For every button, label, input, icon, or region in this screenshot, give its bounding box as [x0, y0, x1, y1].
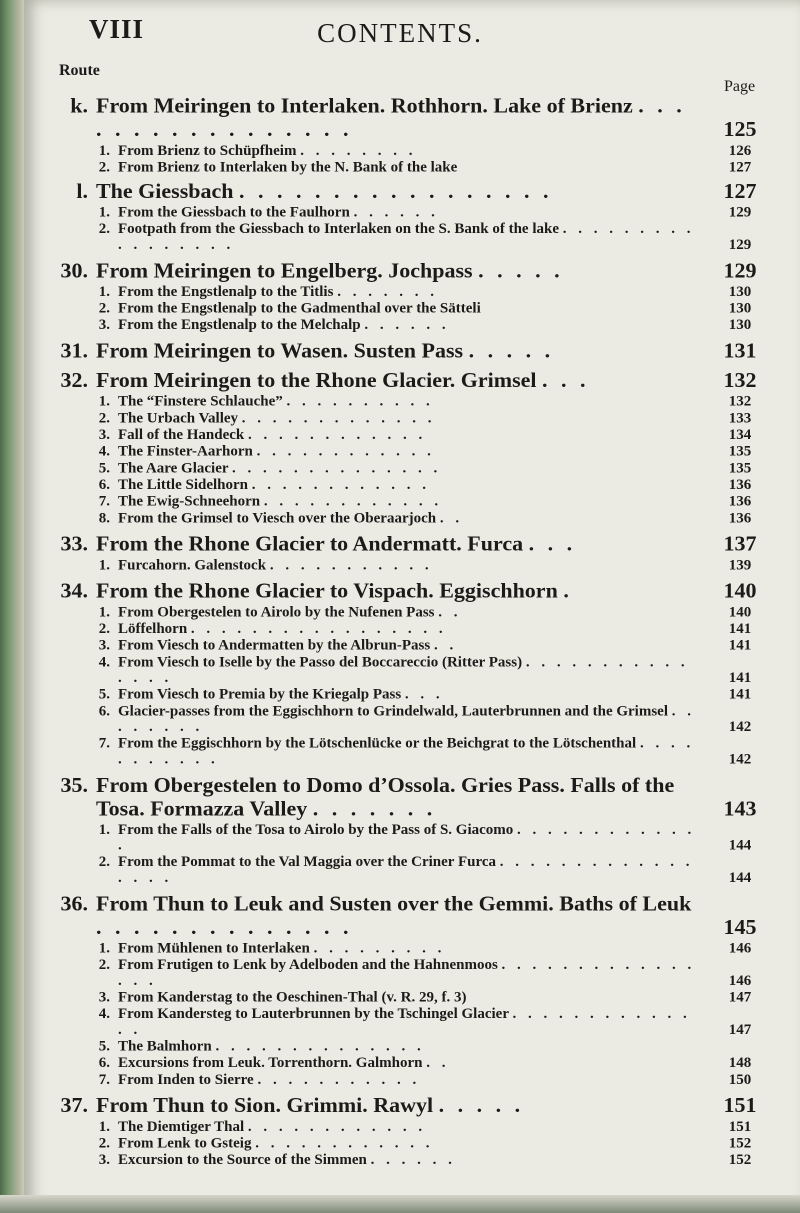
toc-entry-title: From Meiringen to Wasen. Susten Pass — [96, 338, 464, 363]
toc-subentry-page: 136 — [728, 510, 752, 527]
page-column-label: Page — [724, 78, 756, 95]
toc-subentry-number: 3. — [98, 427, 110, 443]
toc-subentry-title: The Urbach Valley — [118, 410, 239, 427]
toc-entry-number: 36. — [60, 890, 88, 916]
toc-section — [54, 339, 766, 363]
toc-leader-dots: . . . . . — [468, 338, 555, 363]
toc-subentry-title-wrap — [118, 494, 704, 510]
toc-subentry-title: Furcahorn. Galenstock — [118, 557, 267, 574]
toc-entry-title: From Meiringen to the Rhone Glacier. Grimsel — [96, 367, 537, 392]
toc-leader-dots: . . . . . . — [370, 1152, 456, 1169]
toc-entry[interactable] — [54, 892, 766, 939]
toc-subentry-page: 129 — [728, 237, 752, 253]
toc-entry-page: 127 — [723, 178, 757, 203]
toc-subentry-title: From the Pommat to the Val Maggia over the Criner Furca — [118, 854, 496, 871]
toc-subentry-page: 150 — [728, 1072, 752, 1088]
toc-subentry-page: 130 — [728, 284, 752, 300]
toc-subentry[interactable] — [54, 160, 766, 176]
toc-subentry-number: 6. — [98, 1055, 110, 1072]
toc-subentry-title: From Viesch to Andermatten by the Albrun-Pass — [118, 637, 431, 654]
toc-subentry-title: From Kanderstag to the Oeschinen-Thal (v. R. 29, f. 3) — [118, 989, 467, 1006]
toc-entry-title-wrap — [96, 892, 704, 939]
toc-leader-dots: . . — [438, 604, 462, 621]
toc-subentry[interactable] — [54, 317, 766, 333]
toc-leader-dots: . — [563, 578, 573, 603]
toc-subentry[interactable] — [54, 444, 766, 460]
table-of-contents — [54, 94, 766, 1168]
toc-section — [54, 892, 766, 1088]
toc-subentry-title-wrap — [118, 558, 704, 574]
toc-leader-dots: . . . . . . . — [337, 284, 438, 300]
toc-leader-dots: . . . . . . . . . . . . — [256, 443, 435, 460]
toc-leader-dots: . . — [426, 1055, 450, 1072]
toc-entry-number: 35. — [60, 772, 88, 797]
toc-subentry-title: The Finster-Aarhorn — [118, 443, 253, 460]
toc-subentry[interactable] — [54, 605, 766, 621]
toc-subentry[interactable] — [54, 1006, 766, 1037]
toc-entry-title: From Obergestelen to Domo d’Ossola. Gries Pass. Falls of the Tosa. Formazza Valley — [96, 772, 675, 821]
toc-entry-title: From the Rhone Glacier to Vispach. Eggischhorn — [96, 578, 558, 603]
toc-subentry-title-wrap — [118, 221, 704, 252]
toc-subentry-page: 129 — [728, 204, 752, 221]
toc-subentry[interactable] — [54, 143, 766, 159]
toc-leader-dots: . . . . . . . . . . . . . . — [232, 460, 442, 477]
toc-subentry-number: 3. — [98, 1152, 110, 1169]
toc-entry-number: 32. — [60, 367, 88, 392]
toc-subentry-number: 2. — [98, 159, 110, 176]
toc-subentry-number: 7. — [98, 1072, 110, 1088]
toc-leader-dots: . . . . . . . . . . . . — [251, 477, 431, 493]
toc-subentry-title: From Kandersteg to Lauterbrunnen by the Tschingel Glacier — [118, 1006, 509, 1023]
toc-entry-number: k. — [70, 93, 88, 118]
toc-subentry-title: From the Grimsel to Viesch over the Oberaarjoch — [118, 510, 437, 527]
toc-leader-dots: . . . . . . . . — [118, 703, 696, 735]
toc-subentry-number: 2. — [98, 300, 110, 317]
toc-subentry[interactable] — [54, 687, 766, 703]
toc-subentry-title: The “Finstere Schlauche” — [118, 393, 283, 410]
toc-subentry[interactable] — [54, 990, 766, 1006]
toc-subentry-title-wrap — [118, 854, 704, 885]
toc-subentry-page: 152 — [728, 1152, 752, 1169]
toc-entry-title: From Thun to Sion. Grimmi. Rawyl — [96, 1092, 434, 1118]
toc-subentry-title: From Inden to Sierre — [118, 1072, 254, 1088]
toc-subentry-title: From the Engstlenalp to the Titlis — [118, 284, 334, 300]
toc-entry[interactable] — [54, 259, 766, 283]
toc-subentry-title: From the Giessbach to the Faulhorn — [118, 204, 350, 221]
toc-section — [54, 259, 766, 333]
toc-entry-page: 125 — [723, 116, 757, 142]
toc-subentry-title-wrap — [118, 317, 704, 333]
toc-subentry[interactable] — [54, 1136, 766, 1152]
toc-subentry-page: 142 — [728, 751, 752, 768]
toc-entry[interactable] — [54, 94, 766, 141]
toc-entry-number: 30. — [60, 257, 88, 283]
toc-leader-dots: . . . . . . . . . . . . . . . . . — [118, 854, 694, 886]
toc-subentry-title: The Little Sidelhorn — [118, 477, 249, 493]
toc-section — [54, 579, 766, 767]
toc-subentry-number: 6. — [98, 703, 110, 720]
toc-entry[interactable] — [54, 579, 766, 603]
toc-subentry-number: 1. — [98, 940, 110, 957]
toc-leader-dots: . . . . . . . . . . . . . . — [215, 1038, 425, 1055]
toc-entry-title-wrap — [96, 94, 704, 141]
toc-subentry[interactable] — [54, 511, 766, 527]
toc-subentry-number: 3. — [98, 317, 110, 334]
toc-leader-dots: . . . . . . . . . . . . . . — [96, 914, 353, 939]
toc-subentry-title: From the Engstlenalp to the Gadmenthal over the Sätteli — [118, 300, 481, 317]
toc-subentry-title-wrap — [118, 687, 704, 703]
page-title: CONTENTS. — [317, 18, 483, 48]
toc-subentry[interactable] — [54, 477, 766, 493]
toc-subentry-title: Footpath from the Giessbach to Interlaken on the S. Bank of the lake — [118, 221, 559, 238]
toc-section — [54, 1094, 766, 1168]
toc-leader-dots: . . . . . . . . . . . . . . — [118, 1006, 691, 1038]
toc-subentry-number: 1. — [98, 284, 110, 300]
toc-subentry-page: 126 — [728, 143, 752, 159]
toc-subentry-page: 135 — [728, 460, 752, 477]
toc-entry-title: From Meiringen to Interlaken. Rothhorn. Lake of Brienz — [96, 93, 633, 118]
toc-leader-dots: . . . . . . . . . . . . — [263, 493, 443, 510]
toc-section — [54, 532, 766, 573]
toc-leader-dots: . . . . . — [478, 257, 564, 283]
toc-subentry-title-wrap — [118, 160, 704, 176]
toc-entry[interactable] — [54, 773, 766, 820]
toc-subentry-title: From Mühlenen to Interlaken — [118, 940, 310, 957]
toc-subentry-number: 1. — [98, 143, 110, 159]
toc-subentry-number: 5. — [98, 686, 110, 703]
toc-subentry[interactable] — [54, 461, 766, 477]
toc-subentry[interactable] — [54, 427, 766, 443]
toc-subentry-title-wrap — [118, 1072, 704, 1088]
toc-subentry-title: From Obergestelen to Airolo by the Nufenen Pass — [118, 604, 435, 621]
toc-subentry-page: 140 — [728, 604, 752, 621]
toc-subentry-number: 4. — [98, 1006, 110, 1023]
toc-entry-title-wrap — [96, 579, 704, 603]
toc-subentry-title-wrap — [118, 1119, 704, 1135]
toc-entry-title-wrap — [96, 773, 704, 820]
toc-subentry-title-wrap — [118, 1136, 704, 1152]
toc-subentry-page: 141 — [728, 670, 752, 686]
toc-subentry-title: Löffelhorn — [118, 621, 188, 637]
toc-entry-title-wrap — [96, 339, 704, 363]
toc-entry-page: 145 — [723, 914, 757, 939]
toc-subentry-page: 127 — [728, 159, 752, 176]
toc-subentry[interactable] — [54, 411, 766, 427]
toc-subentry-title-wrap — [118, 477, 704, 493]
toc-subentry-title-wrap — [118, 511, 704, 527]
toc-leader-dots: . . . . . . . . . . . . . . . — [118, 654, 689, 686]
toc-leader-dots: . . . . . . . . . . . . . . . . . — [118, 221, 695, 253]
toc-entry-page: 131 — [723, 338, 757, 363]
toc-subentry-page: 132 — [728, 393, 752, 410]
toc-subentry-title: From Viesch to Iselle by the Passo del Boccareccio (Ritter Pass) — [118, 654, 523, 671]
toc-subentry-page: 133 — [728, 410, 752, 427]
toc-subentry[interactable] — [54, 301, 766, 317]
toc-subentry-number: 1. — [98, 1119, 110, 1135]
toc-leader-dots: . . . — [528, 531, 577, 556]
toc-subentry-number: 2. — [98, 854, 110, 871]
toc-subentry-page: 151 — [728, 1119, 752, 1135]
toc-subentry[interactable] — [54, 1055, 766, 1071]
toc-leader-dots: . . . . . . — [364, 317, 450, 334]
toc-section — [54, 94, 766, 175]
page-bottom-edge — [0, 1195, 800, 1213]
toc-subentry[interactable] — [54, 284, 766, 300]
toc-entry-title-wrap — [96, 179, 704, 203]
toc-subentry[interactable] — [54, 1039, 766, 1055]
toc-subentry-number: 1. — [98, 204, 110, 221]
toc-subentry-page: 136 — [728, 493, 752, 510]
toc-subentry-page: 130 — [728, 317, 752, 334]
toc-subentry-title: From Lenk to Gsteig — [118, 1135, 252, 1152]
toc-subentry-number: 2. — [98, 1135, 110, 1152]
toc-subentry[interactable] — [54, 394, 766, 410]
toc-subentry-number: 2. — [98, 221, 110, 238]
toc-subentry-number: 7. — [98, 493, 110, 510]
toc-leader-dots: . . . . . . . . . . . . — [247, 1119, 427, 1135]
toc-entry-title: The Giessbach — [96, 178, 234, 203]
toc-entry[interactable] — [54, 368, 766, 392]
toc-subentry-page: 141 — [728, 621, 752, 637]
toc-subentry-title-wrap — [118, 411, 704, 427]
toc-subentry-number: 6. — [98, 477, 110, 493]
toc-subentry-number: 4. — [98, 443, 110, 460]
toc-subentry[interactable] — [54, 494, 766, 510]
toc-subentry-title-wrap — [118, 655, 704, 686]
toc-subentry-title-wrap — [118, 704, 704, 735]
route-column-label: Route — [59, 62, 100, 79]
toc-leader-dots: . . . . . . . . . . . . . — [118, 822, 696, 854]
toc-subentry[interactable] — [54, 854, 766, 885]
toc-entry-number: 34. — [60, 578, 88, 603]
toc-subentry-page: 142 — [728, 719, 752, 735]
toc-entry-page: 137 — [723, 531, 757, 556]
toc-subentry-number: 3. — [98, 637, 110, 654]
toc-subentry-title: The Balmhorn — [118, 1038, 212, 1055]
toc-subentry-number: 2. — [98, 410, 110, 427]
toc-subentry-title-wrap — [118, 990, 704, 1006]
toc-entry-title-wrap — [96, 368, 704, 392]
toc-leader-dots: . . . . . . . . . . . . . . . . . — [239, 178, 553, 203]
toc-subentry-title: The Diemtiger Thal — [118, 1119, 245, 1135]
toc-entry-title-wrap — [96, 532, 704, 556]
toc-section — [54, 773, 766, 886]
toc-subentry-number: 1. — [98, 604, 110, 621]
toc-subentry-number: 1. — [98, 822, 110, 838]
toc-subentry-title-wrap — [118, 1055, 704, 1071]
toc-subentry-title-wrap — [118, 638, 704, 654]
toc-subentry-title-wrap — [118, 736, 704, 767]
toc-section — [54, 179, 766, 253]
toc-subentry[interactable] — [54, 704, 766, 735]
toc-subentry-title: From the Engstlenalp to the Melchalp — [118, 317, 361, 334]
toc-entry-number: l. — [76, 178, 88, 203]
toc-subentry-title: The Aare Glacier — [118, 460, 229, 477]
toc-subentry-title: From the Eggischhorn by the Lötschenlücke or the Beichgrat to the Lötschenthal — [118, 735, 637, 752]
toc-entry-title: From Meiringen to Engelberg. Jochpass — [96, 257, 473, 283]
toc-subentry-title-wrap — [118, 957, 704, 988]
toc-entry-page: 143 — [723, 795, 757, 821]
toc-subentry-number: 8. — [98, 510, 110, 527]
toc-subentry-page: 141 — [728, 637, 752, 654]
toc-subentry[interactable] — [54, 655, 766, 686]
toc-subentry-title-wrap — [118, 1039, 704, 1055]
toc-leader-dots: . . . . . . . . . . . . . . . . . — [96, 93, 686, 142]
toc-subentry-number: 4. — [98, 654, 110, 671]
toc-subentry-page: 134 — [728, 427, 752, 443]
toc-subentry[interactable] — [54, 822, 766, 853]
toc-subentry-title: Glacier-passes from the Eggischhorn to Grindelwald, Lauterbrunnen and the Grimsel — [118, 703, 669, 720]
toc-subentry-number: 5. — [98, 460, 110, 477]
toc-subentry[interactable] — [54, 736, 766, 767]
toc-subentry[interactable] — [54, 957, 766, 988]
toc-entry[interactable] — [54, 179, 766, 203]
toc-leader-dots: . . . . . . . . . . . — [118, 735, 695, 768]
toc-subentry[interactable] — [54, 205, 766, 221]
toc-entry-page: 140 — [723, 578, 757, 603]
toc-entry-number: 31. — [60, 338, 88, 363]
toc-subentry-title-wrap — [118, 1152, 704, 1168]
toc-subentry-page: 144 — [728, 870, 752, 886]
toc-leader-dots: . . . . . . — [353, 204, 439, 221]
toc-entry-title: From Thun to Leuk and Susten over the Gemmi. Baths of Leuk — [96, 890, 692, 916]
toc-entry-page: 151 — [723, 1092, 757, 1118]
toc-subentry-page: 136 — [728, 477, 752, 493]
toc-subentry-title: From Brienz to Interlaken by the N. Bank of the lake — [118, 159, 458, 176]
toc-subentry[interactable] — [54, 1072, 766, 1088]
toc-leader-dots: . . . — [542, 367, 590, 392]
toc-subentry-page: 147 — [728, 1022, 752, 1038]
toc-subentry-title-wrap — [118, 301, 704, 317]
toc-subentry-number: 2. — [98, 621, 110, 637]
toc-leader-dots: . . . . . . . . — [300, 143, 417, 159]
toc-entry-title-wrap — [96, 1094, 704, 1118]
toc-leader-dots: . . . . . . . . . . . . . . . . — [118, 957, 696, 989]
toc-leader-dots: . . — [433, 637, 458, 654]
toc-entry-title-wrap — [96, 259, 704, 283]
toc-entry[interactable] — [54, 1094, 766, 1118]
toc-subentry-title-wrap — [118, 444, 704, 460]
toc-entry[interactable] — [54, 532, 766, 556]
toc-subentry-title: From Viesch to Premia by the Kriegalp Pass — [118, 686, 402, 703]
toc-entry-page: 132 — [723, 367, 757, 392]
toc-entry-title: From the Rhone Glacier to Andermatt. Furca — [96, 531, 524, 556]
toc-leader-dots: . . . — [404, 686, 444, 703]
toc-subentry[interactable] — [54, 621, 766, 637]
toc-subentry-title-wrap — [118, 143, 704, 159]
toc-subentry-number: 2. — [98, 957, 110, 974]
toc-subentry-page: 130 — [728, 300, 752, 317]
toc-subentry-title: From the Falls of the Tosa to Airolo by the Pass of S. Giacomo — [118, 822, 514, 838]
toc-subentry-title: Excursion to the Source of the Simmen — [118, 1152, 367, 1169]
toc-entry-number: 33. — [60, 531, 88, 556]
toc-subentry-title-wrap — [118, 461, 704, 477]
toc-subentry-title-wrap — [118, 621, 704, 637]
toc-subentry-number: 1. — [98, 393, 110, 410]
toc-subentry-title: From Frutigen to Lenk by Adelboden and the Hahnenmoos — [118, 957, 498, 974]
toc-subentry-page: 152 — [728, 1135, 752, 1152]
toc-leader-dots: . . . . . . . . . . . — [257, 1072, 421, 1088]
toc-entry-page: 129 — [723, 257, 757, 283]
toc-subentry-number: 7. — [98, 735, 110, 752]
toc-subentry-title-wrap — [118, 605, 704, 621]
toc-subentry-title-wrap — [118, 284, 704, 300]
toc-leader-dots: . . . . . . . — [312, 795, 437, 821]
toc-subentry[interactable] — [54, 221, 766, 252]
toc-leader-dots: . . — [439, 510, 464, 527]
toc-subentry-number: 5. — [98, 1038, 110, 1055]
page-numeral: VIII — [89, 14, 145, 44]
toc-subentry-number: 1. — [98, 557, 110, 574]
toc-subentry-page: 146 — [728, 973, 752, 989]
toc-leader-dots: . . . . . . . . . — [313, 940, 446, 957]
toc-leader-dots: . . . . . . . . . . . — [269, 557, 433, 574]
toc-subentry-title-wrap — [118, 822, 704, 853]
toc-subentry-number: 3. — [98, 989, 110, 1006]
toc-subentry-page: 141 — [728, 686, 752, 703]
toc-entry[interactable] — [54, 339, 766, 363]
toc-subentry[interactable] — [54, 558, 766, 574]
toc-subentry-page: 148 — [728, 1055, 752, 1072]
toc-subentry-title-wrap — [118, 394, 704, 410]
toc-subentry-page: 147 — [728, 989, 752, 1006]
toc-subentry-page: 135 — [728, 443, 752, 460]
toc-subentry[interactable] — [54, 638, 766, 654]
toc-subentry[interactable] — [54, 1152, 766, 1168]
book-spine-edge — [0, 0, 26, 1213]
toc-leader-dots: . . . . . . . . . . . . . — [241, 410, 436, 427]
toc-subentry-title-wrap — [118, 427, 704, 443]
toc-subentry-title: Fall of the Handeck — [118, 427, 245, 443]
toc-subentry-title-wrap — [118, 205, 704, 221]
toc-section — [54, 368, 766, 526]
toc-subentry-page: 144 — [728, 837, 752, 854]
toc-leader-dots: . . . . . . . . . . . . — [248, 427, 427, 443]
toc-subentry[interactable] — [54, 1119, 766, 1135]
toc-entry-number: 37. — [60, 1092, 88, 1118]
toc-leader-dots: . . . . . — [438, 1092, 525, 1118]
toc-leader-dots: . . . . . . . . . . . . — [255, 1135, 434, 1152]
toc-subentry-title: From Brienz to Schüpfheim — [118, 143, 297, 159]
toc-leader-dots: . . . . . . . . . . — [286, 393, 434, 410]
toc-subentry-title: Excursions from Leuk. Torrenthorn. Galmhorn — [118, 1055, 423, 1072]
toc-subentry-page: 139 — [728, 557, 752, 574]
toc-subentry-page: 146 — [728, 940, 752, 957]
toc-subentry-title-wrap — [118, 1006, 704, 1037]
toc-subentry[interactable] — [54, 941, 766, 957]
toc-subentry-title: The Ewig-Schneehorn — [118, 493, 261, 510]
toc-leader-dots: . . . . . . . . . . . . . . . . . — [190, 621, 447, 637]
toc-subentry-title-wrap — [118, 941, 704, 957]
